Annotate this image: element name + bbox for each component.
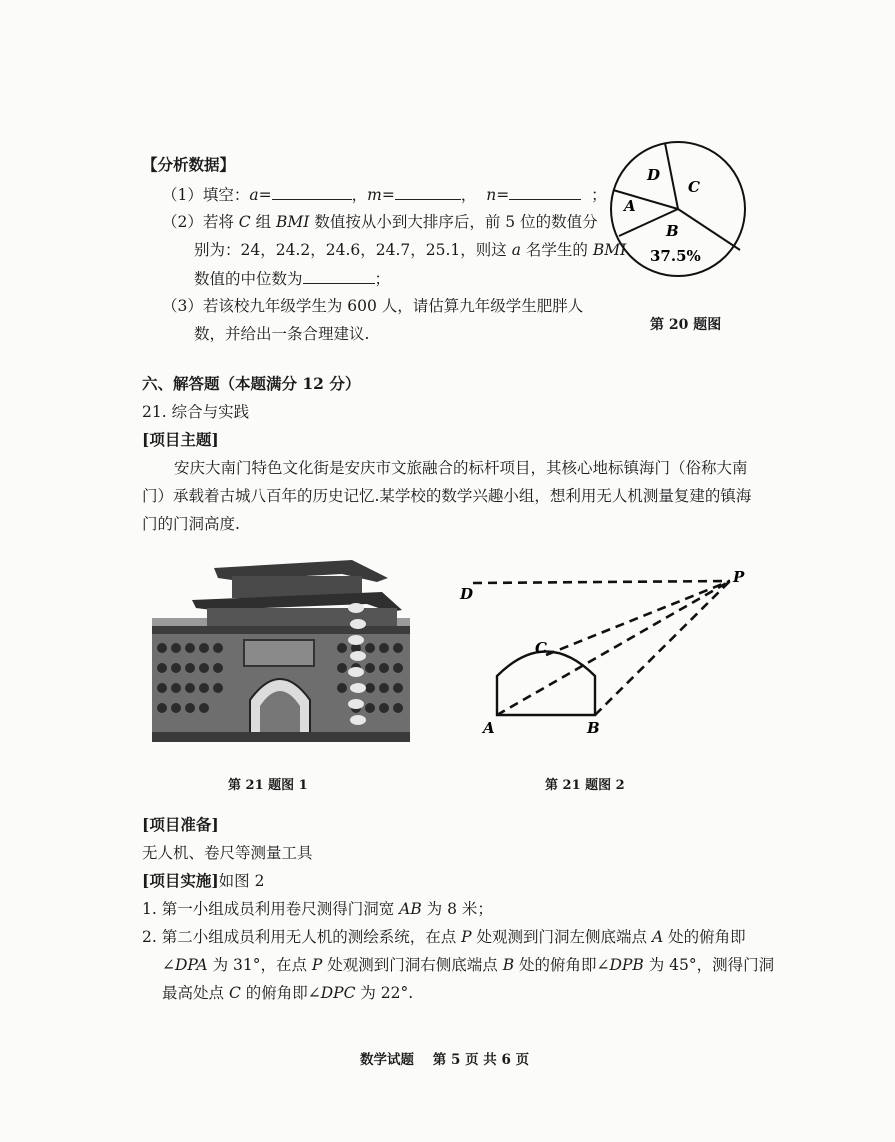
pie-label-d: D <box>647 166 661 184</box>
geometry-diagram <box>455 565 755 745</box>
pie-divider-dc <box>665 143 678 209</box>
q21-title: 21. 综合与实践 <box>142 403 250 421</box>
label-c: C <box>535 639 547 657</box>
step2-line2: ∠DPA 为 31°，在点 P 处观测到门洞右侧底端点 B 处的俯角即∠DPB 为 45°，测得门洞 <box>162 956 775 974</box>
fig21-caption1: 第 21 题图 1 <box>228 778 308 793</box>
step1: 1. 第一小组成员利用卷尺测得门洞宽 AB 为 8 米； <box>142 900 493 918</box>
step2-line1: 2. 第二小组成员利用无人机的测绘系统，在点 P 处观测到门洞左侧底端点 A 处的俯角即 <box>142 928 746 946</box>
blank-n[interactable] <box>509 184 581 200</box>
line-pa <box>497 581 730 715</box>
fig21-caption2: 第 21 题图 2 <box>545 778 625 793</box>
step2-line3: 最高处点 C 的俯角即∠DPC 为 22°. <box>162 984 414 1002</box>
analyze-title: 【分析数据】 <box>142 155 236 174</box>
label-d: D <box>460 585 474 603</box>
label-p: P <box>733 568 745 586</box>
line-pd <box>473 581 730 583</box>
topic-title: [项目主题] <box>142 430 219 449</box>
line-pc <box>546 581 730 655</box>
q3-line1: （3）若该校九年级学生为 600 人，请估算九年级学生肥胖人 <box>162 297 584 315</box>
impl-line: [项目实施]如图 2 <box>142 871 265 890</box>
pie-label-b: B <box>666 222 679 240</box>
page-footer: 数学试题 第 5 页 共 6 页 <box>360 1052 530 1068</box>
pie-chart <box>600 138 760 288</box>
q2-line3: 数值的中位数为 ； <box>194 270 391 288</box>
impl-title: [项目实施] <box>142 871 219 890</box>
prep-title: [项目准备] <box>142 815 219 834</box>
q3-line2: 数，并给出一条合理建议. <box>194 325 370 343</box>
q2-line1: （2）若将 C 组 BMI 数值按从小到大排序后，前 5 位的数值分 <box>162 213 598 231</box>
pie-divider-da <box>613 190 678 209</box>
pie-label-a: A <box>624 197 636 215</box>
label-a: A <box>483 719 495 737</box>
topic-line2: 门）承载着古城八百年的历史记忆.某学校的数学兴趣小组，想利用无人机测量复建的镇海 <box>142 487 752 505</box>
pie-value-b: 37.5% <box>650 247 701 265</box>
topic-line3: 门的门洞高度. <box>142 515 240 533</box>
prep-text: 无人机、卷尺等测量工具 <box>142 844 313 862</box>
fig20-caption: 第 20 题图 <box>650 317 722 333</box>
blank-a[interactable] <box>272 184 352 200</box>
gate-photo <box>152 548 410 742</box>
section6-title: 六、解答题（本题满分 12 分） <box>142 374 361 393</box>
blank-m[interactable] <box>395 184 461 200</box>
q2-line2: 别为：24，24.2，24.6，24.7，25.1，则这 a 名学生的 BMI <box>194 241 627 259</box>
pie-divider-bc <box>678 209 740 250</box>
q1-line: （1）填空：a= ，m= ， n= ； <box>162 186 607 204</box>
blank-median[interactable] <box>303 268 375 284</box>
label-b: B <box>587 719 600 737</box>
pie-label-c: C <box>688 178 700 196</box>
topic-line1: 安庆大南门特色文化街是安庆市文旅融合的标杆项目，其核心地标镇海门（俗称大南 <box>174 459 748 477</box>
